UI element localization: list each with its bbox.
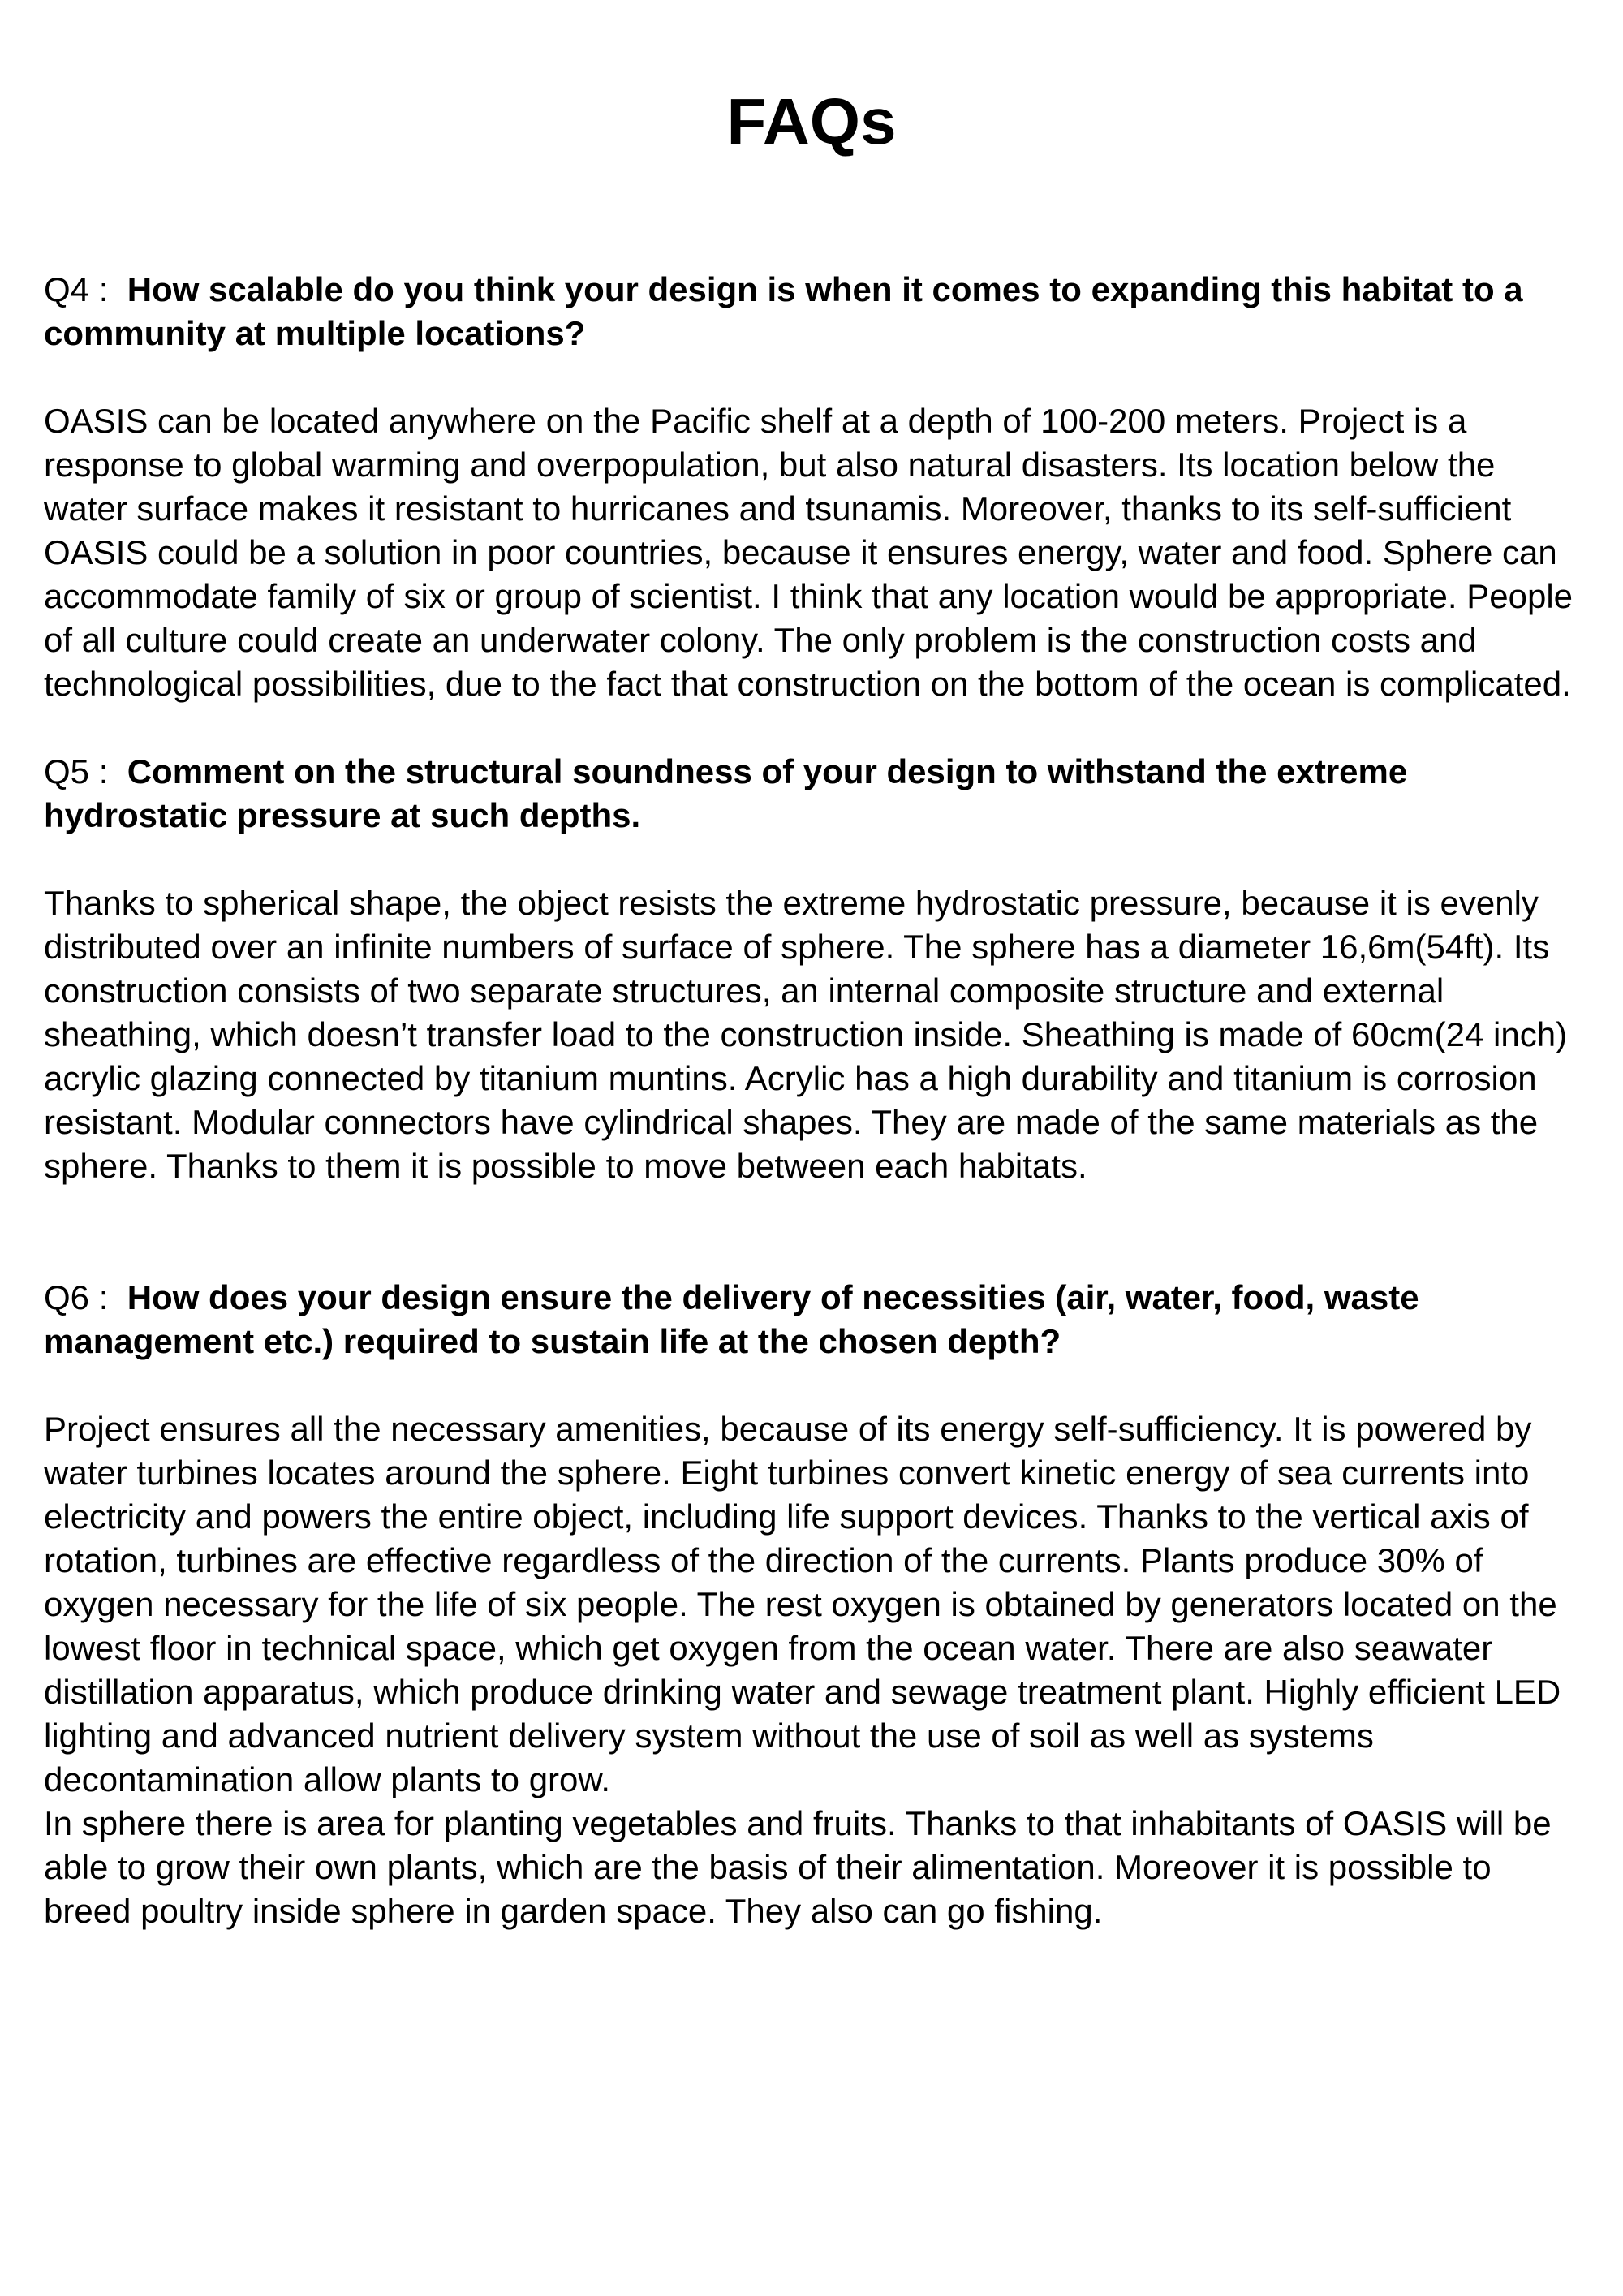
question-label: Q4 :	[44, 270, 109, 308]
question-text: Comment on the structural soundness of your design to withstand the extreme hydrostatic pressure at such depths.	[44, 752, 1408, 834]
answer-paragraph: OASIS can be located anywhere on the Pacific shelf at a depth of 100-200 meters. Project is a response to global warming and overpopulation, but also natural disasters. Its location below the water surface makes it resistant to hurricanes and tsunamis. Moreover, thanks to its self-sufficient OASIS could be a solution in poor countries, because it ensures energy, water and food. Sphere can accommodate family of six or group of scientist. I think that any location would be appropriate. People of all culture could create an underwater colony. The only problem is the construction costs and technological possibilities, due to the fact that construction on the bottom of the ocean is complicated.	[44, 402, 1573, 703]
faq-item-q6	[44, 1276, 1586, 1933]
answer-paragraph: Project ensures all the necessary amenities, because of its energy self-sufficiency. It is powered by water turbines locates around the sphere. Eight turbines convert kinetic energy of sea currents into electricity and powers the entire object, including life support devices. Thanks to the vertical axis of rotation, turbines are effective regardless of the direction of the currents. Plants produce 30% of oxygen necessary for the life of six people. The rest oxygen is obtained by generators located on the lowest floor in technical space, which get oxygen from the ocean water. There are also seawater distillation apparatus, which produce drinking water and sewage treatment plant. Highly efficient LED lighting and advanced nutrient delivery system without the use of soil as well as systems decontamination allow plants to grow.	[44, 1410, 1561, 1798]
answer-paragraph: Thanks to spherical shape, the object resists the extreme hydrostatic pressure, because it is evenly distributed over an infinite numbers of surface of sphere. The sphere has a diameter 16,6m(54ft). Its construction consists of two separate structures, an internal composite structure and external sheathing, which doesn’t transfer load to the construction inside. Sheathing is made of 60cm(24 inch) acrylic glazing connected by titanium muntins. Acrylic has a high durability and titanium is corrosion resistant. Modular connectors have cylindrical shapes. They are made of the same materials as the sphere. Thanks to them it is possible to move between each habitats.	[44, 884, 1568, 1185]
answer-paragraph: In sphere there is area for planting vegetables and fruits. Thanks to that inhabitants of OASIS will be able to grow their own plants, which are the basis of their alimentation. Moreover it is possible to breed poultry inside sphere in garden space. They also can go fishing.	[44, 1804, 1552, 1930]
question-label: Q6 :	[44, 1278, 109, 1316]
faq-list	[44, 268, 1586, 1933]
answer	[44, 881, 1586, 1188]
question	[44, 1276, 1586, 1363]
answer	[44, 1407, 1586, 1933]
question-label: Q5 :	[44, 752, 109, 790]
faq-item-q5	[44, 750, 1586, 1188]
question	[44, 750, 1586, 838]
question	[44, 268, 1586, 355]
question-text: How scalable do you think your design is when it comes to expanding this habitat to a community at multiple locations?	[44, 270, 1523, 352]
faq-item-q4	[44, 268, 1586, 706]
answer	[44, 399, 1586, 706]
question-text: How does your design ensure the delivery of necessities (air, water, food, waste management etc.) required to sustain life at the chosen depth?	[44, 1278, 1419, 1360]
page-title: FAQs	[726, 85, 897, 157]
